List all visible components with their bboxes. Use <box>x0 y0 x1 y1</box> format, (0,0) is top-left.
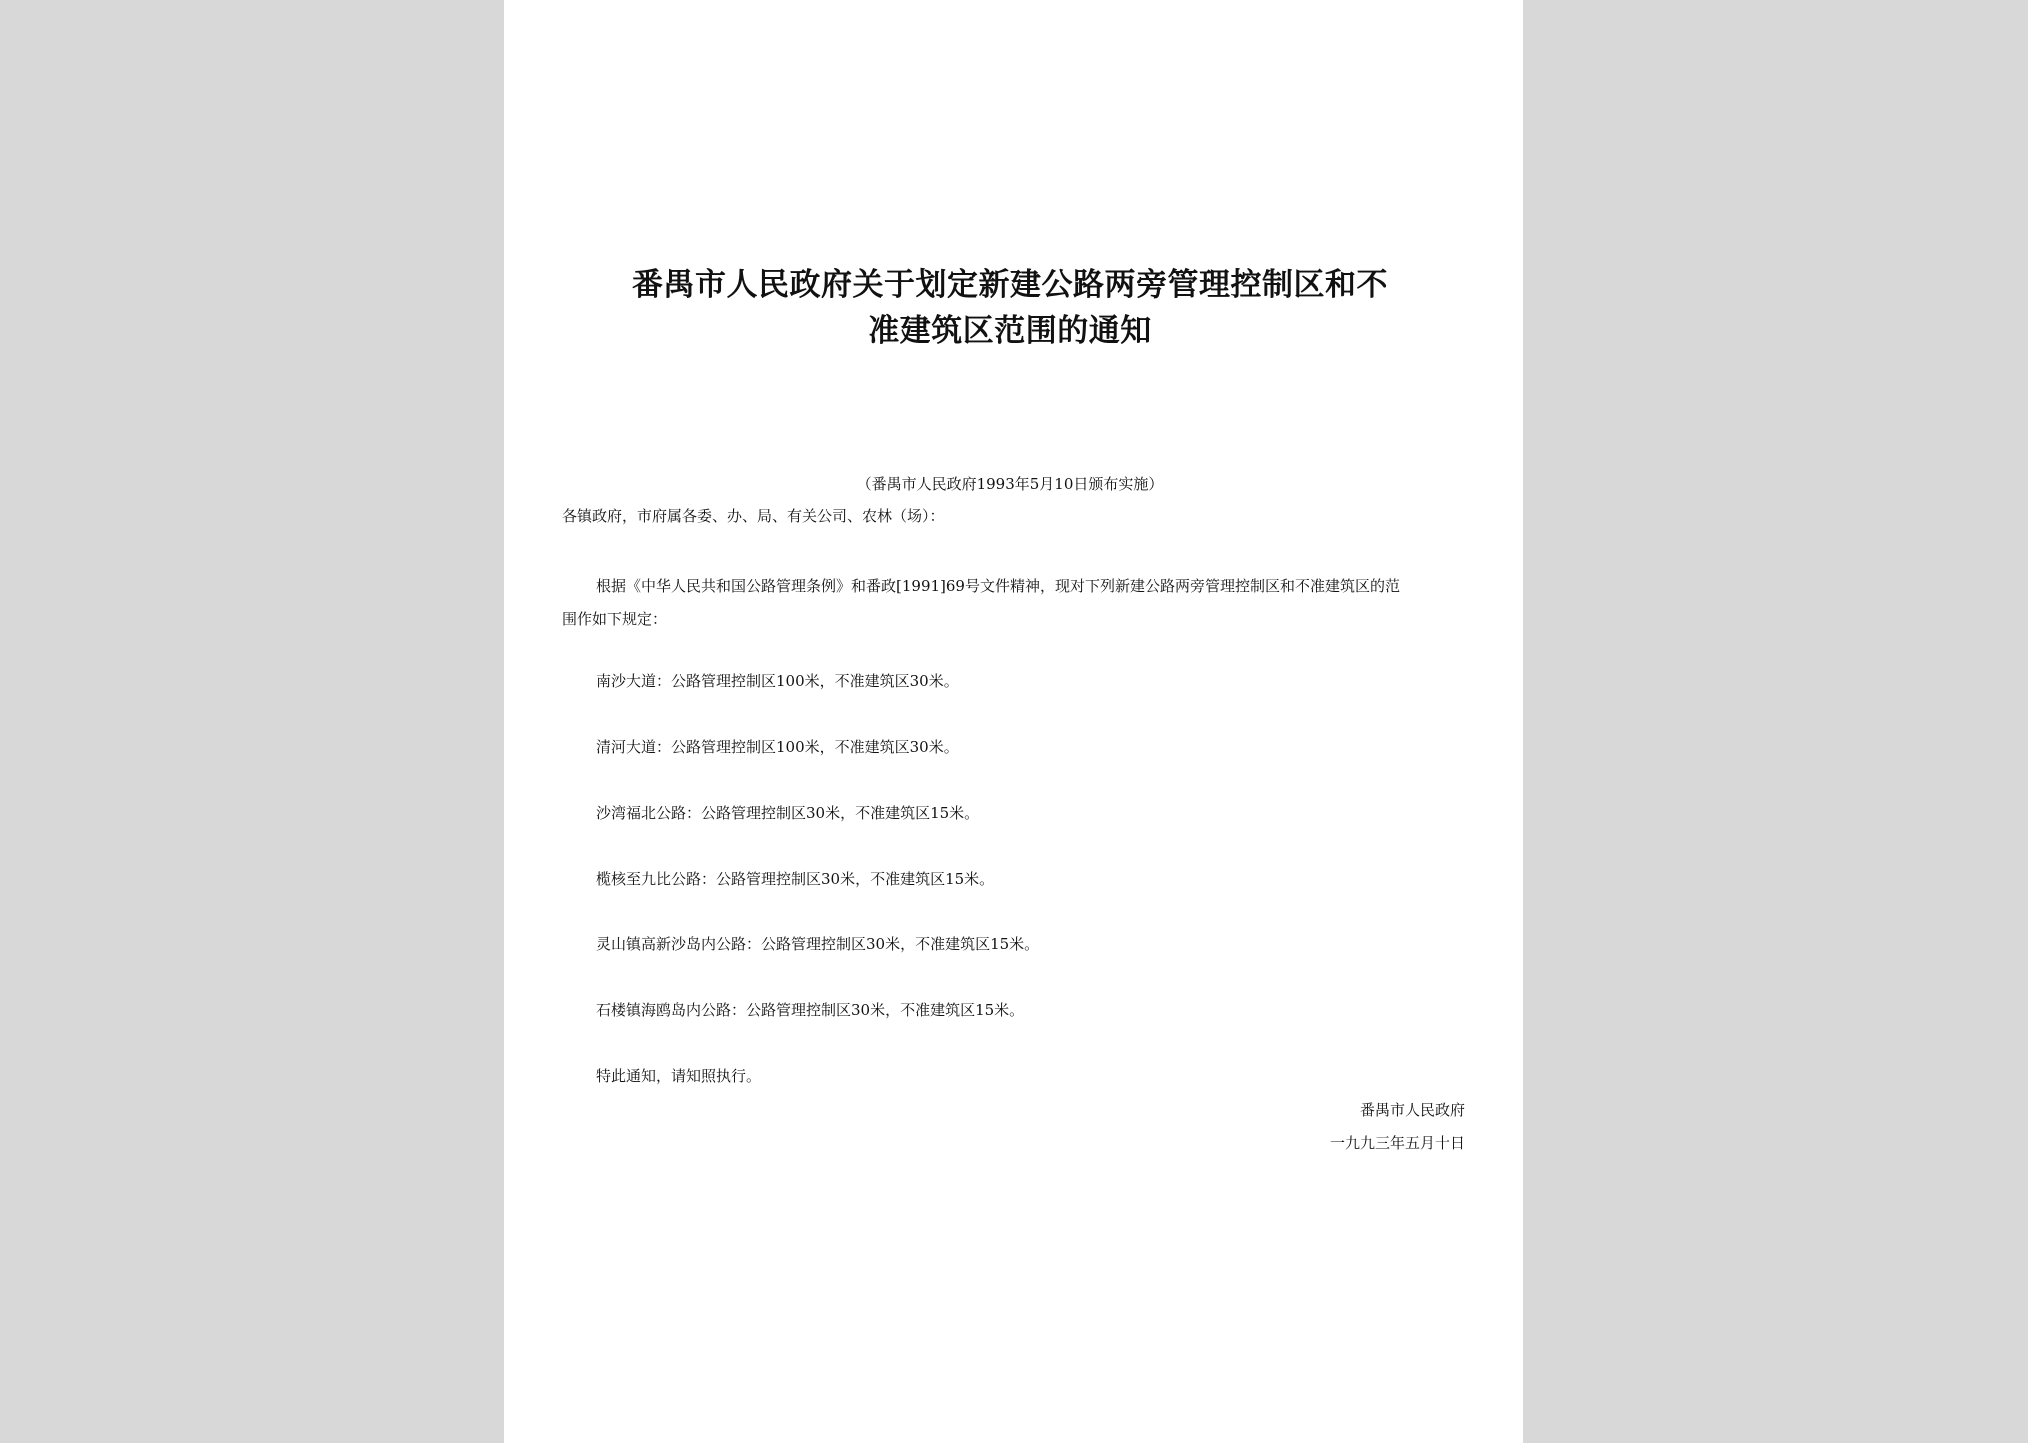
title-line-1: 番禺市人民政府关于划定新建公路两旁管理控制区和不 <box>632 267 1388 303</box>
rule-item: 灵山镇高新沙岛内公路：公路管理控制区30米，不准建筑区15米。 <box>596 935 1040 953</box>
intro-line-2: 围作如下规定： <box>562 610 668 628</box>
addressee: 各镇政府，市府属各委、办、局、有关公司、农林（场）： <box>562 507 945 525</box>
issue-date: 一九九三年五月十日 <box>1329 1134 1465 1152</box>
document-title <box>560 262 1460 354</box>
rule-item: 榄核至九比公路：公路管理控制区30米，不准建筑区15米。 <box>596 870 995 888</box>
closing-line: 特此通知，请知照执行。 <box>596 1067 762 1085</box>
intro-line-1: 根据《中华人民共和国公路管理条例》和番政[1991]69号文件精神，现对下列新建公路两旁管理控制区和不准建筑区的范 <box>596 577 1400 595</box>
document-page <box>504 0 1523 1443</box>
intro-paragraph <box>562 570 1466 636</box>
title-line-2: 准建筑区范围的通知 <box>868 313 1152 349</box>
rule-item: 南沙大道：公路管理控制区100米，不准建筑区30米。 <box>596 672 959 690</box>
rule-item: 清河大道：公路管理控制区100米，不准建筑区30米。 <box>596 738 959 756</box>
signer: 番禺市人民政府 <box>1359 1101 1465 1119</box>
rule-item: 石楼镇海鸥岛内公路：公路管理控制区30米，不准建筑区15米。 <box>596 1001 1025 1019</box>
rule-item: 沙湾福北公路：公路管理控制区30米，不准建筑区15米。 <box>596 804 980 822</box>
issue-note: （番禺市人民政府1993年5月10日颁布实施） <box>856 475 1164 493</box>
